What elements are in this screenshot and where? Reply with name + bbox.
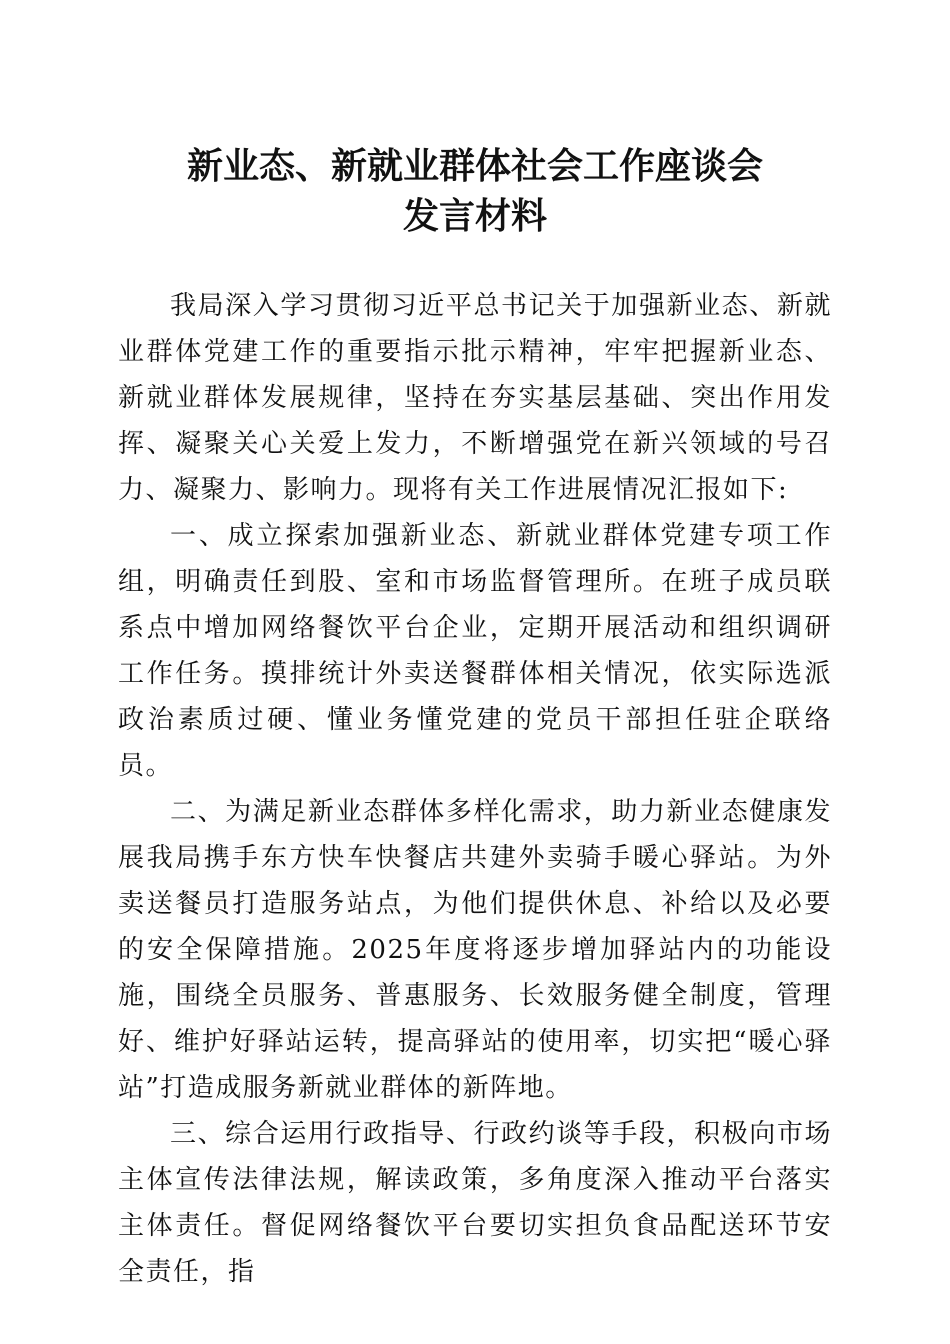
title-line-1: 新业态、新就业群体社会工作座谈会	[186, 145, 763, 187]
paragraph-section-1: 一、成立探索加强新业态、新就业群体党建专项工作组，明确责任到股、室和市场监督管理所。在班子成员联系点中增加网络餐饮平台企业，定期开展活动和组织调研工作任务。摸排统计外卖送餐群体相关情况，依实际选派政治素质过硬、懂业务懂党建的党员干部担任驻企联络员。	[118, 521, 832, 781]
paragraph-section-2: 二、为满足新业态群体多样化需求，助力新业态健康发展我局携手东方快车快餐店共建外卖骑手暖心驿站。为外卖送餐员打造服务站点，为他们提供休息、补给以及必要的安全保障措施。2025年度将逐步增加驿站内的功能设施，围绕全员服务、普惠服务、长效服务健全制度，管理好、维护好驿站运转，提高驿站的使用率，切实把“暖心驿站”打造成服务新就业群体的新阵地。	[118, 797, 832, 1103]
document-body	[118, 283, 832, 1295]
title-line-2: 发言材料	[402, 195, 547, 237]
paragraph-section-3: 三、综合运用行政指导、行政约谈等手段，积极向市场主体宣传法律法规，解读政策，多角度深入推动平台落实主体责任。督促网络餐饮平台要切实担负食品配送环节安全责任，指	[118, 1119, 832, 1287]
paragraph-intro: 我局深入学习贯彻习近平总书记关于加强新业态、新就业群体党建工作的重要指示批示精神，牢牢把握新业态、新就业群体发展规律，坚持在夯实基层基础、突出作用发挥、凝聚关心关爱上发力，不断增强党在新兴领域的号召力、凝聚力、影响力。现将有关工作进展情况汇报如下:	[118, 291, 832, 505]
document-title	[0, 141, 950, 241]
